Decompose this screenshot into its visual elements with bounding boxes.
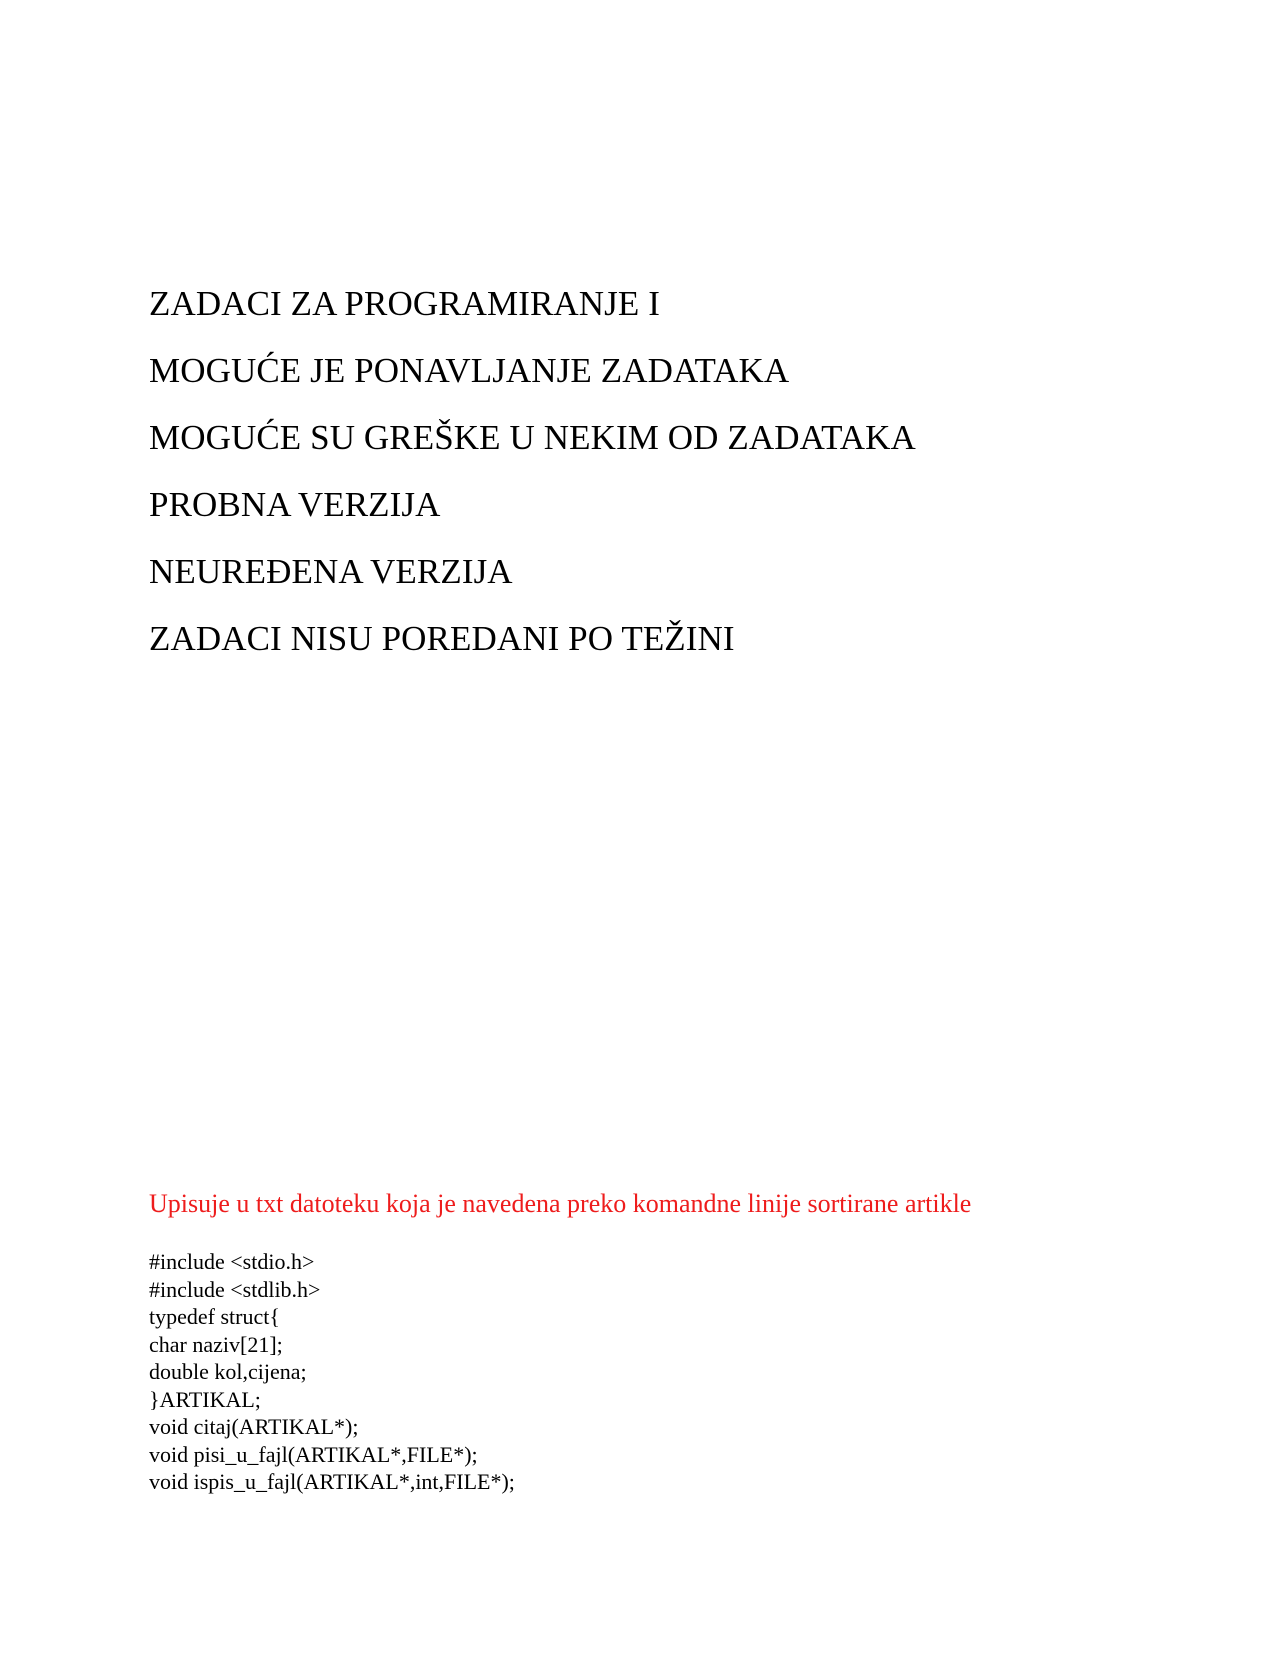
heading-trial-version: PROBNA VERZIJA [149,485,441,524]
code-line: #include <stdlib.h> [149,1276,321,1302]
code-line: }ARTIKAL; [149,1386,261,1412]
heading-not-ordered-note: ZADACI NISU POREDANI PO TEŽINI [149,619,735,658]
code-line: void citaj(ARTIKAL*); [149,1414,359,1439]
code-line: char naziv[21]; [149,1331,283,1357]
code-listing [149,1248,1149,1496]
disclaimer-headings [149,270,1199,672]
heading-title: ZADACI ZA PROGRAMIRANJE I [149,284,660,323]
task-description: Upisuje u txt datoteku koja je navedena preko komandne linije sortirane artikle [149,1189,972,1218]
heading-errors-note: MOGUĆE SU GREŠKE U NEKIM OD ZADATAKA [149,418,916,457]
code-line: typedef struct{ [149,1304,280,1329]
code-line: double kol,cijena; [149,1359,307,1384]
heading-unedited-version: NEUREĐENA VERZIJA [149,552,513,591]
code-line: #include <stdio.h> [149,1249,315,1274]
code-line: void pisi_u_fajl(ARTIKAL*,FILE*); [149,1441,478,1467]
code-line: void ispis_u_fajl(ARTIKAL*,int,FILE*); [149,1469,515,1494]
heading-repetition-note: MOGUĆE JE PONAVLJANJE ZADATAKA [149,351,790,390]
